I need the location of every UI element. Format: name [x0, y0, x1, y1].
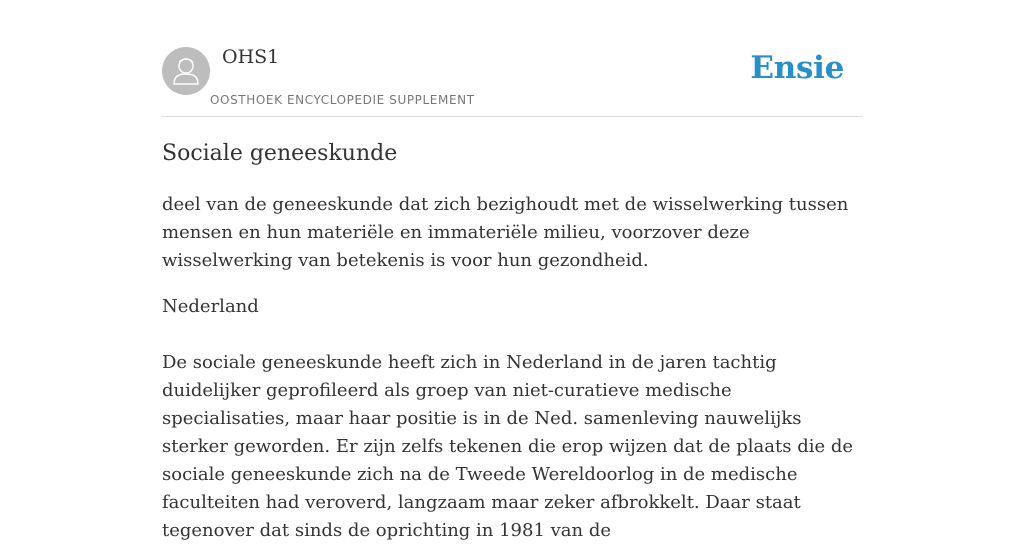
article-title: Sociale geneeskunde	[162, 141, 398, 166]
article-definition: deel van de geneeskunde dat zich bezighoudt met de wisselwerking tussen mensen en hun materiële en immateriële milieu, voorzover deze wisselwerking van betekenis is voor hun gezondheid.	[162, 194, 849, 271]
author-link[interactable]: OHS1	[222, 46, 280, 68]
article-content	[162, 138, 862, 545]
user-avatar-icon[interactable]	[162, 47, 210, 95]
entry-header	[162, 46, 862, 117]
source-label: OOSTHOEK ENCYCLOPEDIE SUPPLEMENT	[210, 93, 475, 107]
ensie-logo-link[interactable]: Ensie	[750, 50, 844, 86]
section-heading: Nederland	[162, 296, 259, 317]
section-text: De sociale geneeskunde heeft zich in Nederland in de jaren tachtig duidelijker geprofileerd als groep van niet-curatieve medische specialisaties, maar haar positie is in de Ned. samenleving nauwelijks sterker geworden. Er zijn zelfs tekenen die erop wijzen dat de plaats die de sociale geneeskunde zich na de Tweede Wereldoorlog in de medische faculteiten had veroverd, langzaam maar zeker afbrokkelt. Daar staat tegenover dat sinds de oprichting in 1981 van de	[162, 352, 854, 541]
